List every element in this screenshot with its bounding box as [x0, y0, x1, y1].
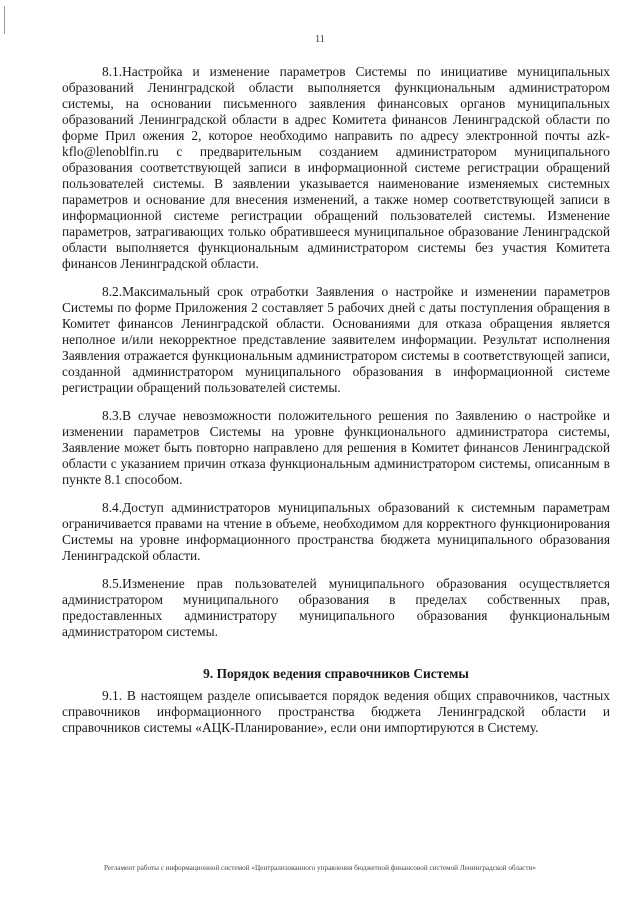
section-9-heading: 9. Порядок ведения справочников Системы: [203, 666, 469, 681]
paragraph-8-4: 8.4.Доступ администраторов муниципальных образований к системным параметрам ограничивается правами на чтение в объеме, необходимом для корректного функционирования Системы на уровне информационного пространства бюджета муниципального образования Ленинградской области.: [62, 500, 610, 563]
paragraph-9-1: 9.1. В настоящем разделе описывается порядок ведения общих справочников, частных справочников информационного пространства бюджета Ленинградской области и справочников системы «АЦК-Планирование», если они импортируются в Систему.: [62, 688, 610, 735]
page-number: 11: [315, 34, 325, 45]
paragraph-8-3: 8.3.В случае невозможности положительного решения по Заявлению о настройке и изменении параметров Системы на уровне функционального администратора системы, Заявление может быть повторно направлено для решения в Комитет финансов Ленинградской области с указанием причин отказа функциональным администратором системы, описанным в пункте 8.1 способом.: [62, 408, 610, 487]
paragraph-8-5: 8.5.Изменение прав пользователей муниципального образования осуществляется администратором муниципального образования в пределах собственных прав, предоставленных администратору муниципального образования функциональным администратором системы.: [62, 576, 610, 639]
scan-edge-mark: [4, 6, 5, 34]
page-footer: Регламент работы с информационной системой «Централизованного управления бюджетной финансовой системой Ленинградской области»: [104, 864, 536, 872]
document-body: [62, 64, 610, 748]
paragraph-8-1: 8.1.Настройка и изменение параметров Системы по инициативе муниципальных образований Ленинградской области выполняется функциональным администратором системы, на основании письменного заявления финансовых органов муниципальных образований Ленинградской области в адрес Комитета финансов Ленинградской области по форме Прил ожения 2, которое необходимо направить по адресу электронной почты azk-kflo@lenoblfin.ru с предварительным созданием администратором муниципального образования соответствующей записи в информационной системе регистрации обращений пользователей системы. В заявлении указывается наименование изменяемых системных параметров и основание для внесения изменений, а также номер соответствующей записи в информационной системе регистрации обращений пользователей системы. Изменение параметров, затрагивающих только обратившееся муниципальное образование Ленинградской области выполняется функциональным администратором системы без участия Комитета финансов Ленинградской области.: [62, 64, 610, 271]
paragraph-8-2: 8.2.Максимальный срок отработки Заявления о настройке и изменении параметров Системы по форме Приложения 2 составляет 5 рабочих дней с даты поступления обращения в Комитет финансов Ленинградской области. Основаниями для отказа обращения является неполное и/или некорректное представление заявителем информации. Результат исполнения Заявления отражается функциональным администратором системы в соответствующей записи, созданной администратором муниципального образования в информационной системе регистрации обращений пользователей системы.: [62, 284, 610, 395]
